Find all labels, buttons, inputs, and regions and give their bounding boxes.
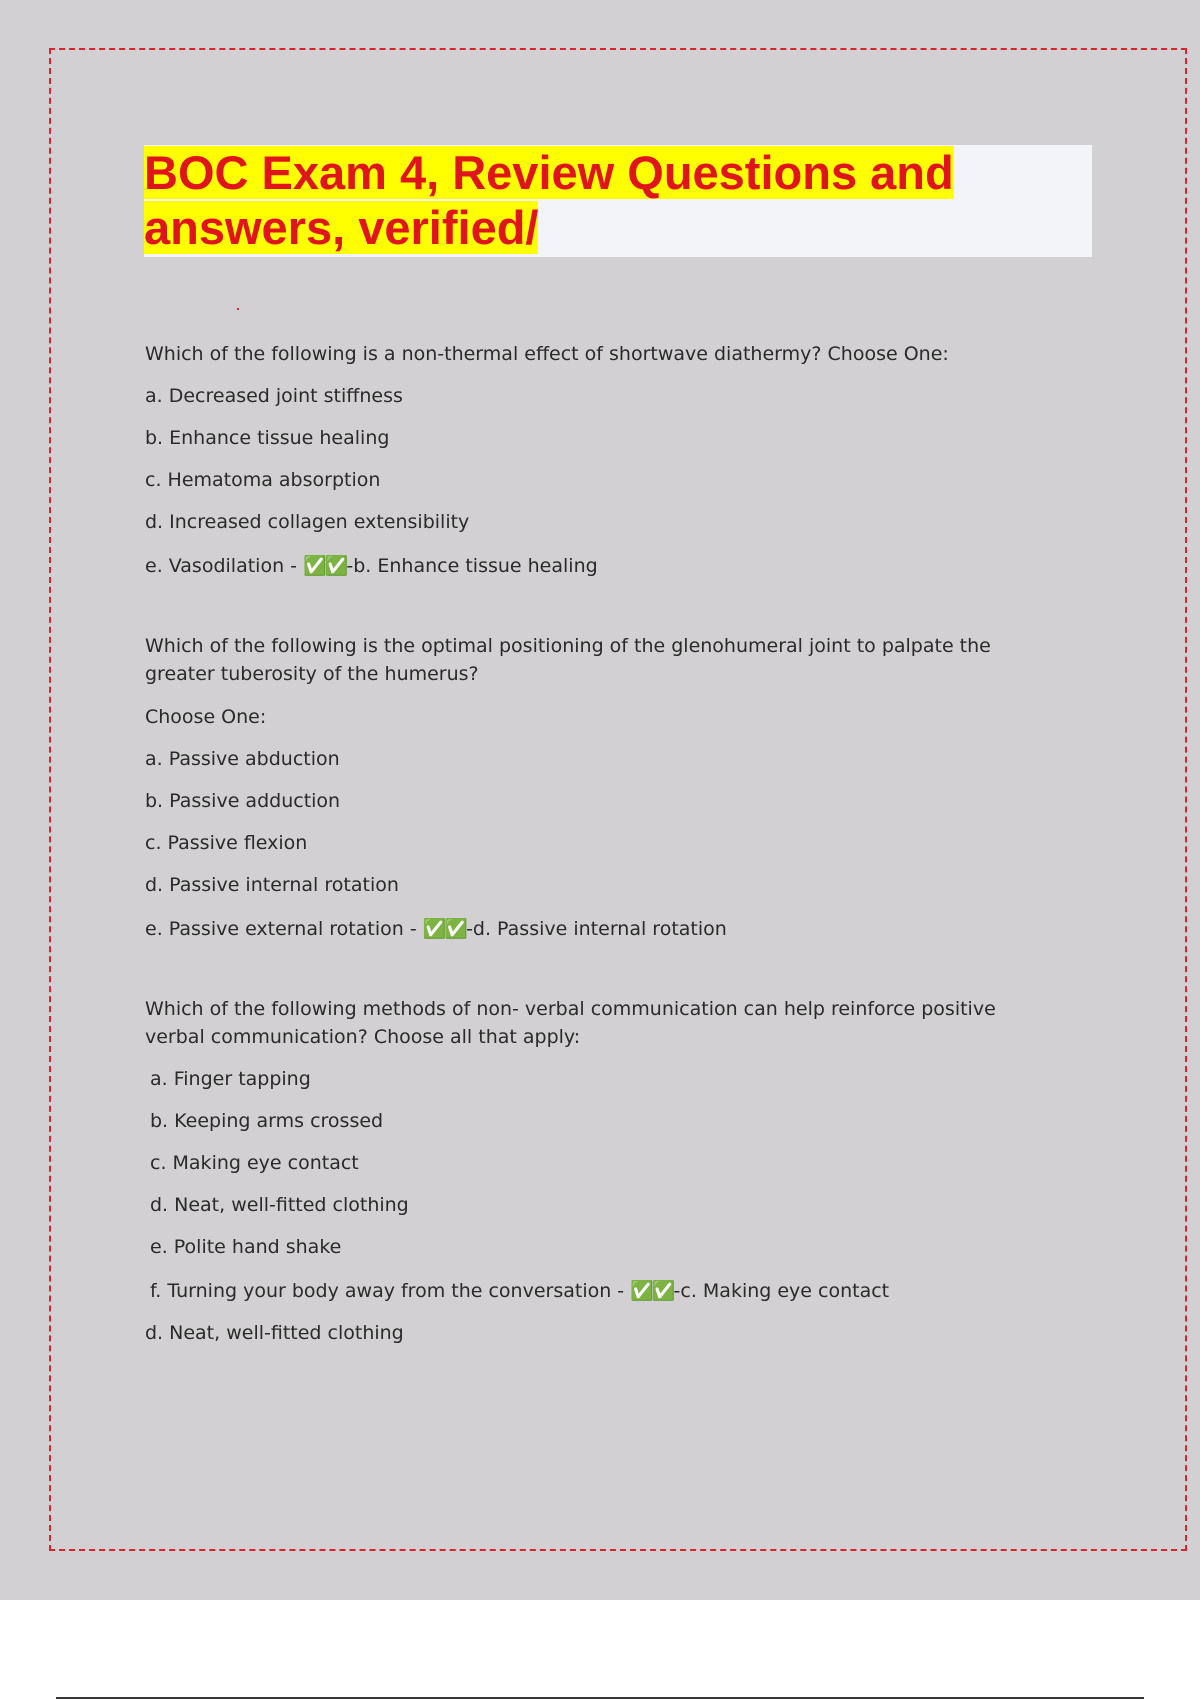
option-f: f. Turning your body away from the conversation - bbox=[150, 1280, 631, 1302]
option-a: a. Finger tapping bbox=[150, 1068, 311, 1090]
check-mark-icon: ✅✅ bbox=[303, 555, 347, 577]
document-content bbox=[145, 340, 1045, 1347]
answer-text: -c. Making eye contact bbox=[673, 1280, 890, 1302]
title-box bbox=[144, 145, 1092, 257]
option-d: d. Neat, well-fitted clothing bbox=[150, 1194, 409, 1216]
option-e: e. Passive external rotation - bbox=[145, 918, 423, 940]
option-d: d. Increased collagen extensibility bbox=[145, 511, 470, 533]
question-text: Which of the following is a non-thermal effect of shortwave diathermy? Choose One: bbox=[145, 343, 949, 365]
question-1 bbox=[145, 340, 1045, 580]
decorative-dot bbox=[237, 308, 239, 310]
option-e-with-answer bbox=[145, 552, 1045, 580]
option-c: c. Hematoma absorption bbox=[145, 469, 381, 491]
option-e: e. Polite hand shake bbox=[150, 1236, 342, 1258]
option-c: c. Passive flexion bbox=[145, 832, 308, 854]
check-mark-icon: ✅✅ bbox=[422, 918, 467, 940]
option-c: c. Making eye contact bbox=[150, 1152, 359, 1174]
answer-text: -d. Passive internal rotation bbox=[466, 918, 727, 940]
check-mark-icon: ✅✅ bbox=[630, 1280, 674, 1302]
question-instruction: Choose One: bbox=[145, 706, 267, 728]
option-a: a. Decreased joint stiffness bbox=[145, 385, 403, 407]
option-a: a. Passive abduction bbox=[145, 748, 340, 770]
question-text: Which of the following is the optimal positioning of the glenohumeral joint to palpate the greater tuberosity of the humerus? bbox=[145, 635, 991, 685]
option-b: b. Keeping arms crossed bbox=[150, 1110, 384, 1132]
answer-text: -b. Enhance tissue healing bbox=[346, 555, 598, 577]
option-e-with-answer bbox=[145, 915, 1045, 943]
question-2 bbox=[145, 632, 1045, 943]
answer-continuation: d. Neat, well-fitted clothing bbox=[145, 1322, 404, 1344]
question-text: Which of the following methods of non- verbal communication can help reinforce positive verbal communication? Choose all that apply: bbox=[145, 998, 996, 1048]
option-f-with-answer bbox=[145, 1277, 1045, 1305]
footer-divider bbox=[56, 1697, 1144, 1699]
option-e: e. Vasodilation - bbox=[145, 555, 304, 577]
option-b: b. Enhance tissue healing bbox=[145, 427, 390, 449]
option-b: b. Passive adduction bbox=[145, 790, 341, 812]
option-d: d. Passive internal rotation bbox=[145, 874, 399, 896]
document-title: BOC Exam 4, Review Questions and answers, verified/ bbox=[144, 146, 954, 254]
question-3 bbox=[145, 995, 1045, 1347]
